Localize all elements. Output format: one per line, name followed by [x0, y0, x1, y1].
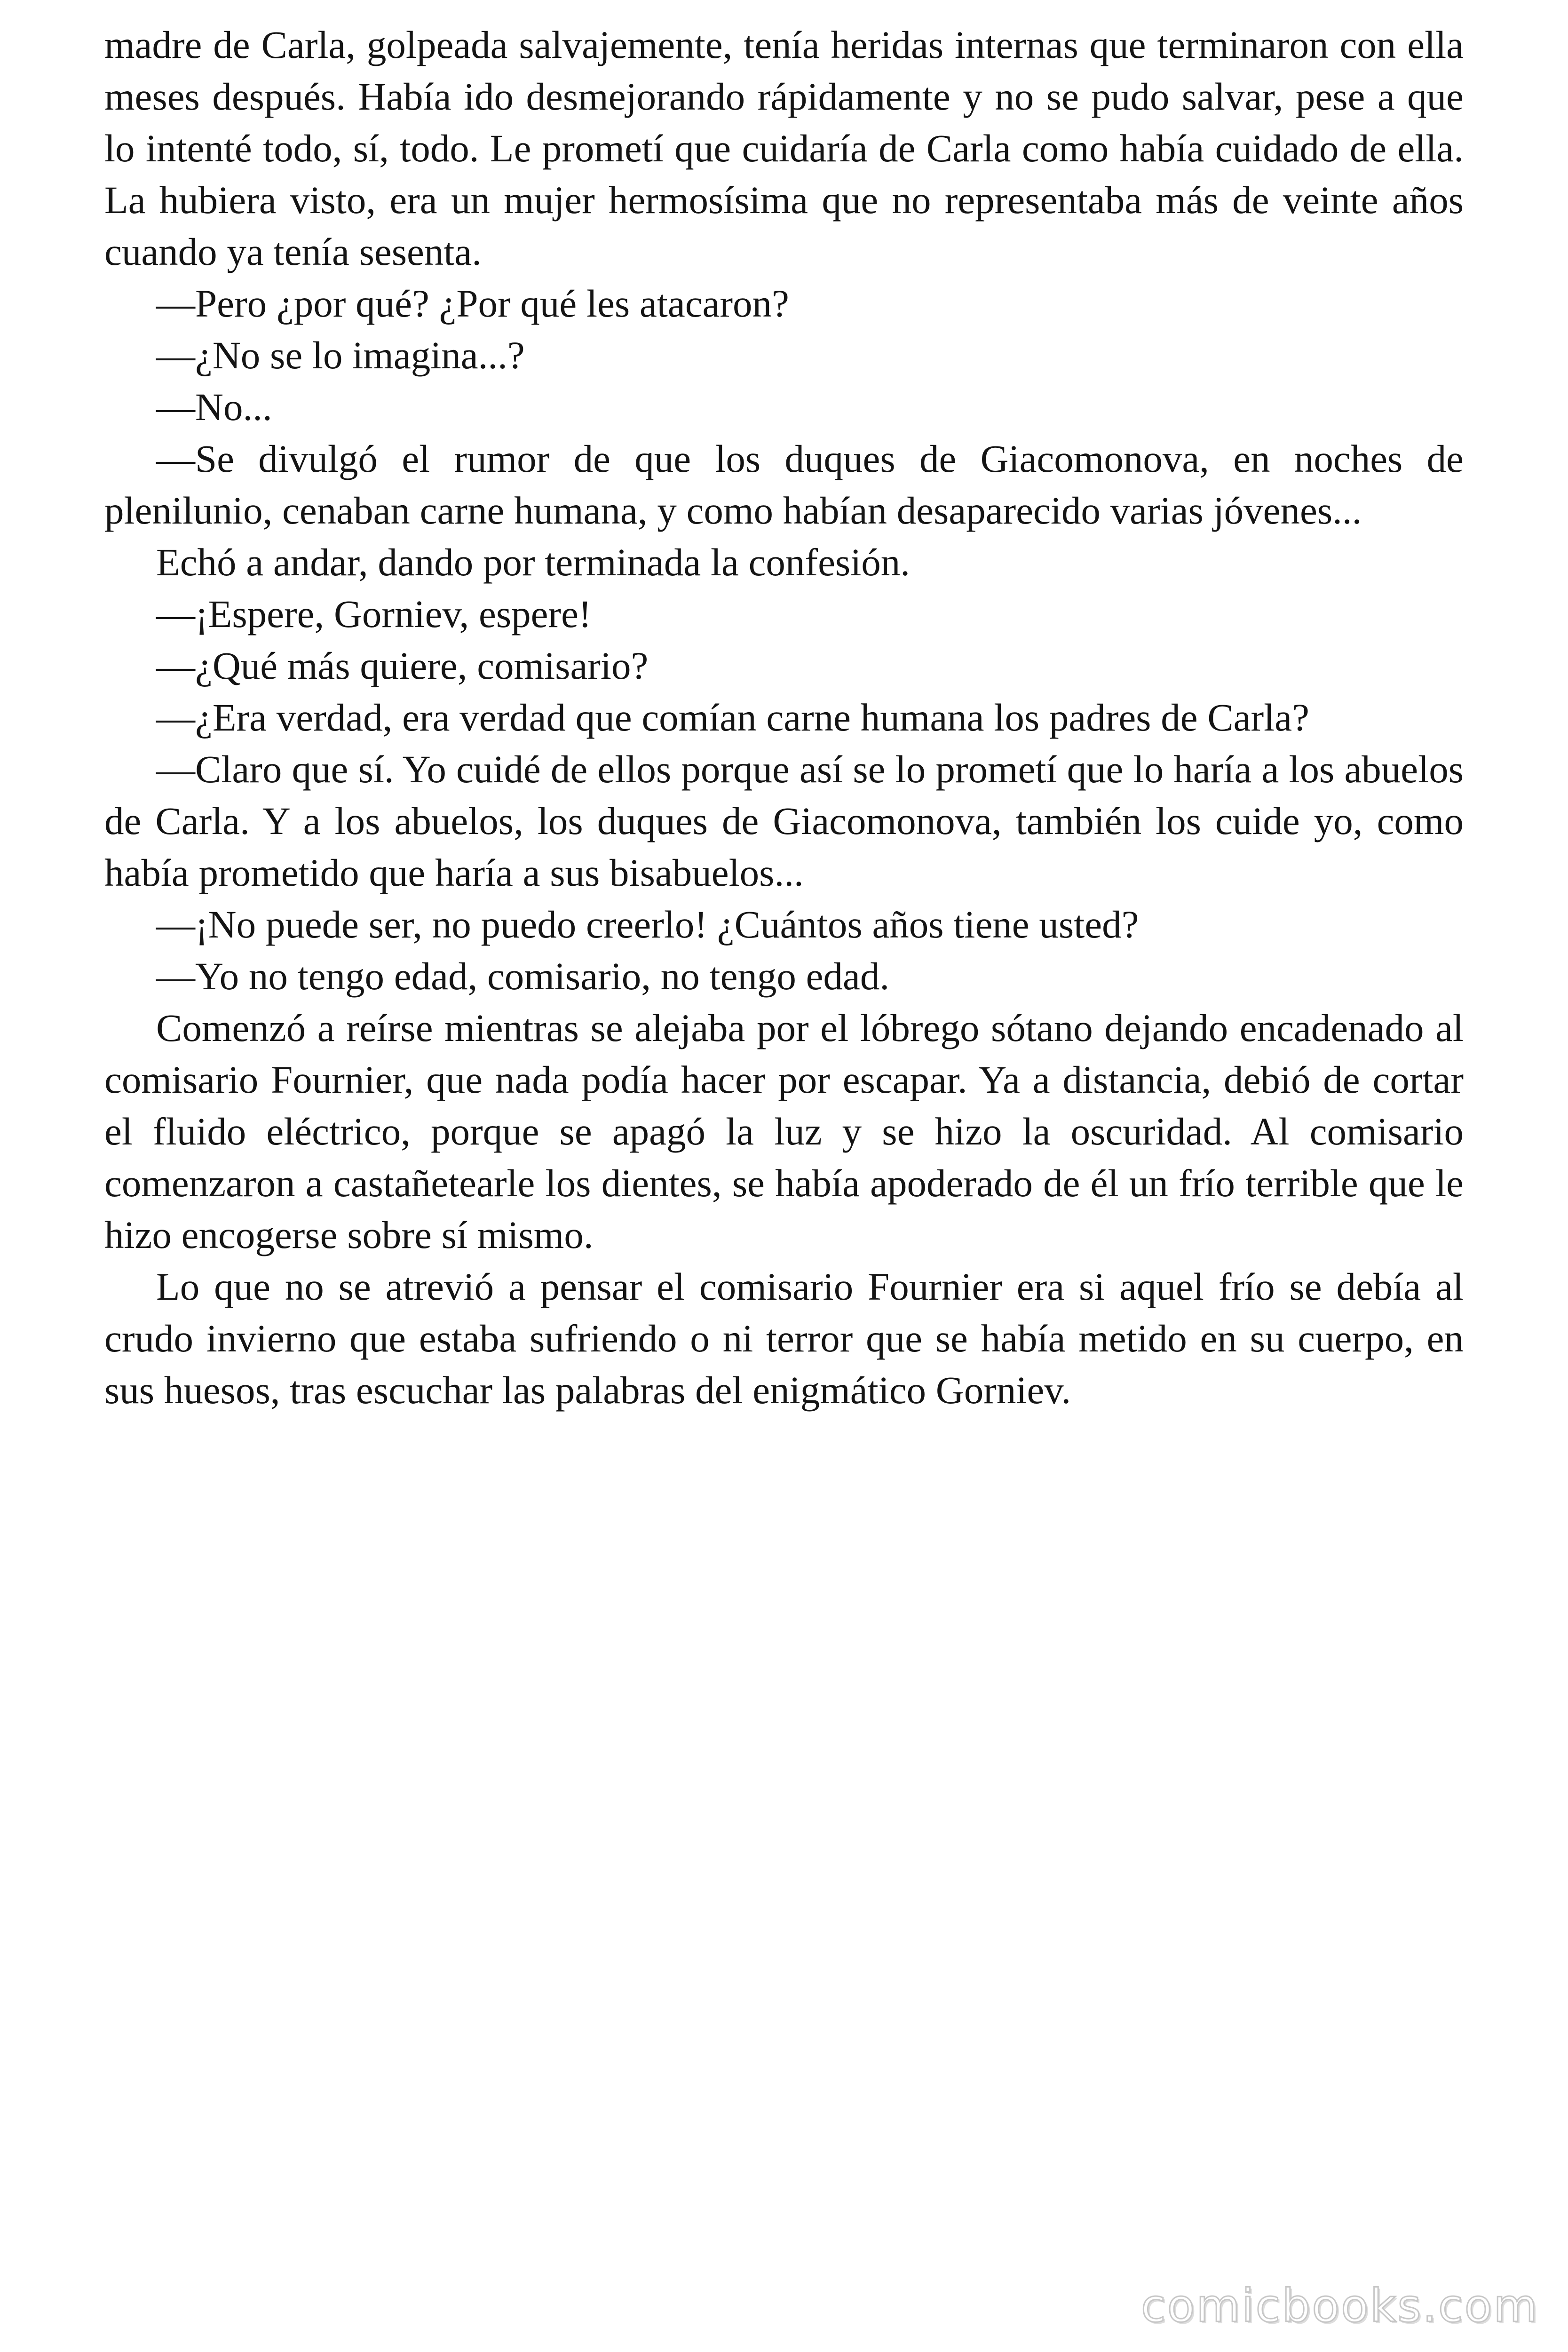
- paragraph-13: Comenzó a reírse mientras se alejaba por el lóbrego sótano dejando encadenado al comisario Fournier, que nada podía hacer por escapar. Ya a distancia, debió de cortar el fluido eléctrico, porque se apagó la luz y se hizo la oscuridad. Al comisario comenzaron a castañetearle los dientes, se había apoderado de él un frío terrible que le hizo encogerse sobre sí mismo.: [104, 1006, 1464, 1256]
- paragraph-6: Echó a andar, dando por terminada la confesión.: [156, 540, 911, 584]
- paragraph-9: —¿Era verdad, era verdad que comían carne humana los padres de Carla?: [156, 696, 1309, 739]
- paragraph-2: —Pero ¿por qué? ¿Por qué les atacaron?: [156, 282, 789, 325]
- paragraph-8: —¿Qué más quiere, comisario?: [156, 644, 649, 687]
- paragraph-10: —Claro que sí. Yo cuidé de ellos porque así se lo prometí que lo haría a los abuelos de Carla. Y a los abuelos, los duques de Giacomonova, también los cuide yo, como había prometido que haría a sus bisabuelos...: [104, 747, 1464, 894]
- paragraph-5: —Se divulgó el rumor de que los duques de Giacomonova, en noches de plenilunio, cenaban carne humana, y como habían desaparecido varias jóvenes...: [104, 437, 1464, 532]
- page-text: [104, 19, 1464, 1416]
- paragraph-3: —¿No se lo imagina...?: [156, 334, 525, 377]
- paragraph-7: —¡Espere, Gorniev, espere!: [156, 592, 592, 636]
- paragraph-14: Lo que no se atrevió a pensar el comisario Fournier era si aquel frío se debía al crudo invierno que estaba sufriendo o ni terror que se había metido en su cuerpo, en sus huesos, tras escuchar las palabras del enigmático Gorniev.: [104, 1265, 1464, 1412]
- paragraph-11: —¡No puede ser, no puedo creerlo! ¿Cuántos años tiene usted?: [156, 903, 1139, 946]
- paragraph-4: —No...: [156, 385, 272, 429]
- watermark-logo: comicbooks.com: [1140, 2280, 1539, 2332]
- paragraph-12: —Yo no tengo edad, comisario, no tengo edad.: [156, 954, 890, 998]
- paragraph-1: madre de Carla, golpeada salvajemente, tenía heridas internas que terminaron con ella meses después. Había ido desmejorando rápidamente y no se pudo salvar, pese a que lo intenté todo, sí, todo. Le prometí que cuidaría de Carla como había cuidado de ella. La hubiera visto, era un mujer hermosísima que no representaba más de veinte años cuando ya tenía sesenta.: [104, 23, 1464, 273]
